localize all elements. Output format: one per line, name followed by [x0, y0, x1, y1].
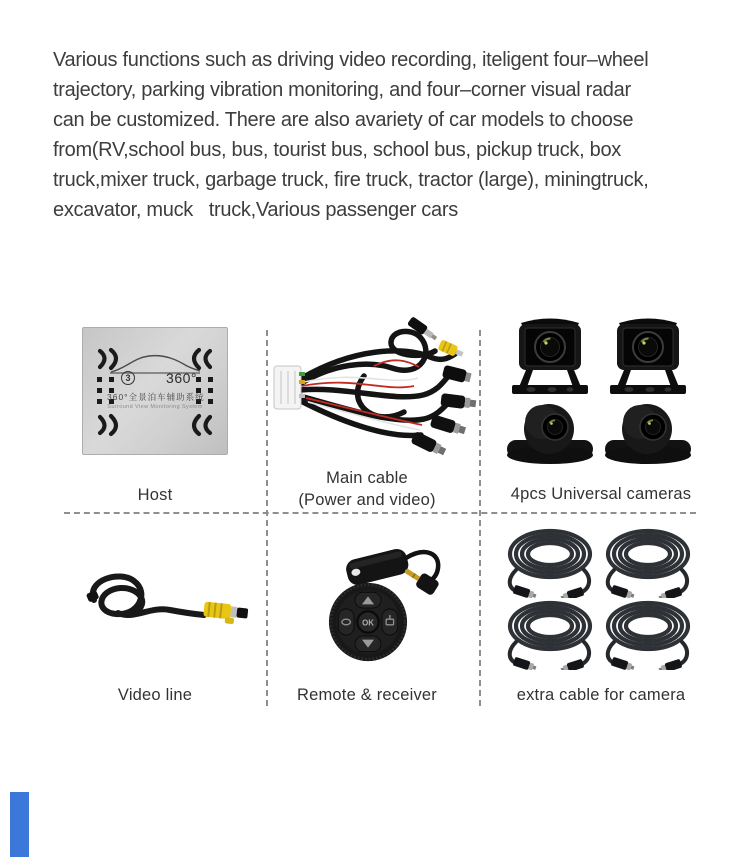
dome-camera-image	[504, 402, 596, 466]
dome-camera-image	[602, 402, 694, 466]
camera-extension-cable-image	[504, 598, 596, 670]
remote-control-image	[328, 582, 408, 662]
grid-divider-horizontal	[64, 512, 696, 514]
extra-cable-label: extra cable for camera	[516, 686, 686, 704]
brand-360-badge: 360°	[166, 370, 197, 386]
grid-divider-vertical-1	[266, 330, 268, 706]
camera-extension-cable-image	[602, 526, 694, 598]
intro-line: excavator, muck truck,Various passenger cars	[53, 199, 458, 221]
video-line-image	[78, 562, 256, 640]
cameras-label: 4pcs Universal cameras	[510, 485, 692, 503]
host-label: Host	[137, 486, 173, 504]
grid-divider-vertical-2	[479, 330, 481, 706]
intro-line: can be customized. There are also avariety of car models to choose	[53, 109, 634, 131]
intro-line: trajectory, parking vibration monitoring, and four–corner visual radar	[53, 79, 631, 101]
camera-extension-cable-image	[504, 526, 596, 598]
host-device-image	[82, 327, 228, 455]
power-plug-connector	[274, 366, 305, 409]
yellow-video-connector	[203, 602, 249, 626]
square-camera-image	[506, 311, 594, 397]
intro-paragraph	[53, 45, 723, 225]
intro-line: from(RV,school bus, bus, tourist bus, school bus, pickup truck, box	[53, 139, 621, 161]
brand-line-english: Surround View Monitoring System	[107, 404, 203, 410]
intro-line: truck,mixer truck, garbage truck, fire truck, tractor (large), miningtruck,	[53, 169, 649, 191]
square-camera-image	[604, 311, 692, 397]
remote-label: Remote & receiver	[296, 686, 438, 704]
video-line-label: Video line	[117, 686, 193, 704]
main-cable-label	[255, 467, 479, 511]
aviation-connector	[430, 414, 467, 437]
ok-button-label: OK	[362, 618, 374, 628]
aviation-connector	[410, 431, 447, 456]
brand-logo-icon: 3	[121, 371, 135, 385]
main-cable-image	[272, 306, 478, 456]
camera-extension-cable-image	[602, 598, 694, 670]
main-cable-label-line1: Main cable	[326, 469, 408, 487]
brand-line-chinese: 360°全景泊车辅助系统	[107, 392, 205, 402]
main-cable-label-line2: (Power and video)	[298, 491, 436, 509]
bottom-accent-bar	[10, 792, 29, 857]
intro-line: Various functions such as driving video recording, iteligent four–wheel	[53, 49, 649, 71]
